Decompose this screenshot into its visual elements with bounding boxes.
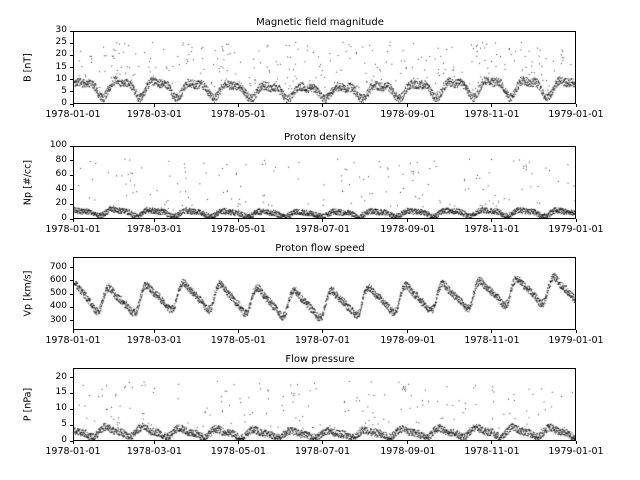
panel-flow-pressure xyxy=(0,354,640,480)
y-tick-label: 25 xyxy=(55,37,67,48)
y-tick-mark xyxy=(70,409,73,410)
x-tick-mark xyxy=(407,219,408,222)
x-tick-mark xyxy=(407,441,408,444)
x-tick-mark xyxy=(73,441,74,444)
y-axis-label: B [nT] xyxy=(22,53,34,82)
x-tick-mark xyxy=(322,219,323,222)
y-tick-mark xyxy=(70,280,73,281)
data-points xyxy=(74,258,575,329)
x-tick-mark xyxy=(491,330,492,333)
x-tick-label: 1978-05-01 xyxy=(210,335,266,346)
x-tick-label: 1978-05-01 xyxy=(210,224,266,235)
y-tick-label: 0 xyxy=(61,98,67,108)
x-tick-mark xyxy=(73,330,74,333)
y-tick-label: 20 xyxy=(55,198,67,209)
y-tick-label: 20 xyxy=(55,49,67,60)
x-tick-mark xyxy=(576,104,577,107)
x-tick-mark xyxy=(322,330,323,333)
x-tick-label: 1978-03-01 xyxy=(126,224,182,235)
y-tick-mark xyxy=(70,91,73,92)
y-tick-mark xyxy=(70,377,73,378)
x-tick-label: 1978-09-01 xyxy=(380,446,436,457)
panel-title: Proton density xyxy=(283,132,357,143)
data-points xyxy=(74,147,575,218)
y-tick-label: 10 xyxy=(55,73,67,84)
x-tick-mark xyxy=(238,104,239,107)
data-points xyxy=(74,32,575,103)
data-points xyxy=(74,369,575,440)
y-tick-label: 15 xyxy=(55,387,67,398)
x-tick-label: 1978-11-01 xyxy=(464,446,520,457)
y-tick-label: 500 xyxy=(49,288,67,299)
x-tick-label: 1979-01-01 xyxy=(548,335,604,346)
x-tick-label: 1978-05-01 xyxy=(210,109,266,120)
x-tick-label: 1978-07-01 xyxy=(294,224,351,235)
panel-title: Proton flow speed xyxy=(275,243,365,254)
x-tick-label: 1979-01-01 xyxy=(548,109,604,120)
y-tick-mark xyxy=(70,55,73,56)
y-tick-mark xyxy=(70,267,73,268)
x-tick-mark xyxy=(238,441,239,444)
x-tick-mark xyxy=(491,441,492,444)
y-tick-label: 700 xyxy=(49,261,67,272)
y-tick-mark xyxy=(70,160,73,161)
y-tick-label: 10 xyxy=(55,403,67,414)
x-tick-mark xyxy=(576,441,577,444)
x-tick-label: 1978-09-01 xyxy=(380,109,436,120)
x-tick-label: 1978-09-01 xyxy=(380,224,436,235)
y-tick-mark xyxy=(70,204,73,205)
y-tick-mark xyxy=(70,175,73,176)
x-tick-label: 1978-01-01 xyxy=(45,446,101,457)
x-tick-label: 1978-07-01 xyxy=(294,109,351,120)
plot-area-proton-density xyxy=(73,146,576,219)
y-tick-label: 80 xyxy=(55,154,67,165)
x-tick-label: 1978-09-01 xyxy=(380,335,436,346)
y-tick-label: 5 xyxy=(61,419,67,430)
y-tick-label: 300 xyxy=(49,314,67,325)
x-tick-label: 1978-03-01 xyxy=(126,446,182,457)
plot-area-flow-pressure xyxy=(73,368,576,441)
x-tick-label: 1978-11-01 xyxy=(464,224,520,235)
y-tick-label: 600 xyxy=(49,274,67,285)
x-tick-mark xyxy=(491,219,492,222)
y-tick-mark xyxy=(70,146,73,147)
x-tick-label: 1979-01-01 xyxy=(548,446,604,457)
x-tick-mark xyxy=(491,104,492,107)
x-tick-mark xyxy=(238,219,239,222)
y-tick-label: 40 xyxy=(55,183,67,194)
x-tick-label: 1978-11-01 xyxy=(464,109,520,120)
x-tick-label: 1978-03-01 xyxy=(126,335,182,346)
x-tick-mark xyxy=(154,104,155,107)
y-axis-label: Vp [km/s] xyxy=(22,270,34,317)
y-tick-label: 0 xyxy=(61,435,67,445)
x-tick-label: 1978-01-01 xyxy=(45,109,101,120)
y-tick-mark xyxy=(70,393,73,394)
y-tick-label: 0 xyxy=(61,213,67,223)
x-tick-mark xyxy=(73,104,74,107)
y-tick-label: 30 xyxy=(55,25,67,35)
x-tick-mark xyxy=(576,219,577,222)
x-tick-label: 1978-01-01 xyxy=(45,335,101,346)
y-axis-label: P [nPa] xyxy=(22,387,34,422)
y-tick-mark xyxy=(70,307,73,308)
y-tick-label: 15 xyxy=(55,61,67,72)
x-tick-mark xyxy=(576,330,577,333)
y-tick-mark xyxy=(70,425,73,426)
x-tick-label: 1978-05-01 xyxy=(210,446,266,457)
y-tick-label: 100 xyxy=(49,140,67,150)
panel-title: Flow pressure xyxy=(285,354,355,365)
x-tick-label: 1978-11-01 xyxy=(464,335,520,346)
x-tick-mark xyxy=(73,219,74,222)
y-tick-label: 60 xyxy=(55,169,67,180)
x-tick-mark xyxy=(238,330,239,333)
y-tick-mark xyxy=(70,67,73,68)
y-tick-mark xyxy=(70,79,73,80)
y-tick-mark xyxy=(70,31,73,32)
panel-title: Magnetic field magnitude xyxy=(256,17,384,28)
x-tick-mark xyxy=(322,104,323,107)
x-tick-label: 1978-07-01 xyxy=(294,335,351,346)
x-tick-mark xyxy=(154,330,155,333)
x-tick-mark xyxy=(154,441,155,444)
plot-area-proton-flow-speed xyxy=(73,257,576,330)
x-tick-label: 1979-01-01 xyxy=(548,224,604,235)
y-tick-mark xyxy=(70,294,73,295)
y-axis-label: Np [#/cc] xyxy=(22,159,34,206)
x-tick-label: 1978-07-01 xyxy=(294,446,351,457)
x-tick-mark xyxy=(154,219,155,222)
y-tick-label: 5 xyxy=(61,85,67,96)
x-tick-mark xyxy=(407,330,408,333)
y-tick-label: 400 xyxy=(49,301,67,312)
plot-area-magnetic-field xyxy=(73,31,576,104)
y-tick-mark xyxy=(70,43,73,44)
x-tick-label: 1978-03-01 xyxy=(126,109,182,120)
y-tick-mark xyxy=(70,189,73,190)
y-tick-mark xyxy=(70,320,73,321)
y-tick-label: 20 xyxy=(55,371,67,382)
x-tick-mark xyxy=(407,104,408,107)
x-tick-mark xyxy=(322,441,323,444)
x-tick-label: 1978-01-01 xyxy=(45,224,101,235)
